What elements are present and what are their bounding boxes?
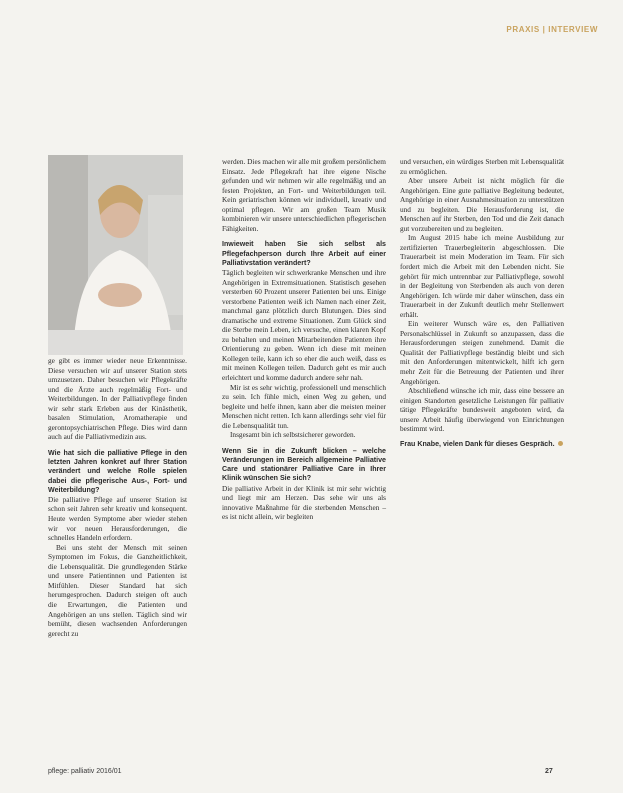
closing-line xyxy=(400,440,564,449)
interview-question: Inwieweit haben Sie sich selbst als Pflegefachperson durch Ihre Arbeit auf einer Palliativstation verändert? xyxy=(222,240,386,267)
nurse-portrait-photo xyxy=(48,155,183,355)
body-paragraph: Aber unsere Arbeit ist nicht möglich für die Angehörigen. Eine gute palliative Begleitung bedeutet, Angehörige in einer Ausnahmesituation zu unterstützen und zu begleiten. Die Herausforderung ist, die Menschen auf ihr Sterben, den Tod und die Zeit danach gut vorzubereiten und zu begleiten. xyxy=(400,176,564,233)
body-paragraph: Täglich begleiten wir schwerkranke Menschen und ihre Angehörigen in Extremsituationen. Statistisch gesehen versterben 60 Prozent unserer Patienten bei uns. Einige verstorbene Patienten weiß ich Namen nach einer Zeit, manchmal ganz plötzlich durch Blutungen. Dies sind dramatische und extreme Situationen. Zum Glück sind die Sterbe mein Leben, ich versuche, einen klaren Kopf zu behalten und meinen Mitarbeitenden Patienten ihre Orientierung zu geben. Wenn ich diese mit meinen Kollegen teile, kann ich so eher die auch weiß, dass es mit meinen Kollegen teilen. Dadurch geht es mir auch erleichtert und komme dadurch andere sehr nah. xyxy=(222,267,386,382)
body-paragraph: werden. Dies machen wir alle mit großem persönlichem Einsatz. Jede Pflegekraft hat ihre eigene Nische gefunden und wir nehmen wir alle regelmäßig und an festen Projekten, an Fort- und Weiterbildungen teil. Kein geriatrischen können wir individuell, kreativ und optimal pflegen. Wir am großen Team Musik kombinieren wir unsere unterschiedlichen pflegerischen Fähigkeiten. xyxy=(222,157,386,233)
body-paragraph: Die palliative Arbeit in der Klinik ist mir sehr wichtig und liegt mir am Herzen. Das sehe wir uns als innovative Maßnahme für die sterbenden Menschen – es ist nicht allein, wir begleiten xyxy=(222,483,386,522)
column-2 xyxy=(222,157,386,522)
body-paragraph: Die palliative Pflege auf unserer Station ist schon seit Jahren sehr kreativ und konsequent. Heute werden Symptome aber wieder stehen wir vor neuen Herausforderungen, die schnelles Handeln erfordern. xyxy=(48,494,187,543)
body-paragraph: Mir ist es sehr wichtig, professionell und menschlich zu sein. Ich fühle mich, einen Weg zu gehen, und begleite und helfe ihnen, kann aber die meisten meiner Menschen nicht retten. Ich kann allerdings sehr viel für die Lebensqualität tun. xyxy=(222,382,386,430)
page-number: 27 xyxy=(545,768,553,775)
body-paragraph: Ein weiterer Wunsch wäre es, den Palliativen Personalschlüssel in Zukunft so anzupassen, dass die Herausforderungen steigen zunehmend. Damit die Qualität der Palliativpflege beständig bleibt und sich mit den Anforderungen mitentwickelt, hilft ich gern mehr Zeit für die Betreuung der Patienten und ihrer Angehörigen. xyxy=(400,319,564,386)
body-paragraph: und versuchen, ein würdiges Sterben mit Lebensqualität zu ermöglichen. xyxy=(400,157,564,176)
interview-question: Wenn Sie in die Zukunft blicken – welche Veränderungen im Bereich allgemeine Palliative Care und stationärer Palliative Care in Ihrer Klinik wünschen Sie sich? xyxy=(222,446,386,483)
column-1 xyxy=(48,356,187,638)
body-paragraph: Abschließend wünsche ich mir, dass eine bessere an einigen Standorten gesetzliche Leistungen für palliativ tätige Pflegekräfte bundesweit angeboten wird, da unsere Arbeit häufig überwiegend von Einrichtungen bestimmt wird. xyxy=(400,386,564,434)
end-mark-icon xyxy=(558,441,563,446)
body-paragraph: Im August 2015 habe ich meine Ausbildung zur zertifizierten Trauerbegleiterin abgeschlossen. Die Trauerarbeit ist mein Moderation im Team. Für sich fordert mich die Arbeit mit den Lebenden nicht. Sie gehört für mich untrennbar zur Palliativpflege, sowohl in der Begleitung von Sterbenden als auch von deren Angehörigen. Ich würde mir daher wünschen, dass ein Trauerarbeit in der Zukunft deutlich mehr Stellenwert erhält. xyxy=(400,233,564,319)
body-paragraph: Bei uns steht der Mensch mit seinen Symptomen im Fokus, die Ganzheitlichkeit, die Lebensqualität. Die grundlegenden Stärke und unsere Patientinnen und Patienten ist Mitfühlen. Dieser Standard hat sich herumgesprochen. Dadurch steigen oft auch die Erwartungen, die Patienten und Angehörigen an uns stellen. Täglich sind wir bemüht, diesen wachsenden Anforderungen gerecht zu xyxy=(48,542,187,638)
footer-publication: pflege: palliativ 2016/01 xyxy=(48,768,122,775)
interview-question: Wie hat sich die palliative Pflege in den letzten Jahren konkret auf Ihrer Station verändert und welche Rolle spielen dabei die pflegerische Aus-, Fort- und Weiterbildung? xyxy=(48,448,187,494)
closing-text: Frau Knabe, vielen Dank für dieses Gespräch. xyxy=(400,439,555,448)
body-paragraph: Insgesamt bin ich selbstsicherer geworden. xyxy=(230,430,356,440)
section-label: PRAXIS | INTERVIEW xyxy=(506,25,598,34)
body-paragraph: ge gibt es immer wieder neue Erkenntnisse. Diese versuchen wir auf unserer Station stets umzusetzen. Daher besuchen wir Pflegekräfte und die Ärzte auch regelmäßig Fort- und Weiterbildungen. In der Palliativpflege finden wir sehr stark Erleben aus der Kinästhetik, basalen Stimulation, Aromatherapie und gerontopsychiatrischen Pflege. Dies wird dann auch auf die Palliativmedizin aus. xyxy=(48,356,187,442)
portrait-photo-icon xyxy=(48,155,183,355)
column-3 xyxy=(400,157,564,449)
